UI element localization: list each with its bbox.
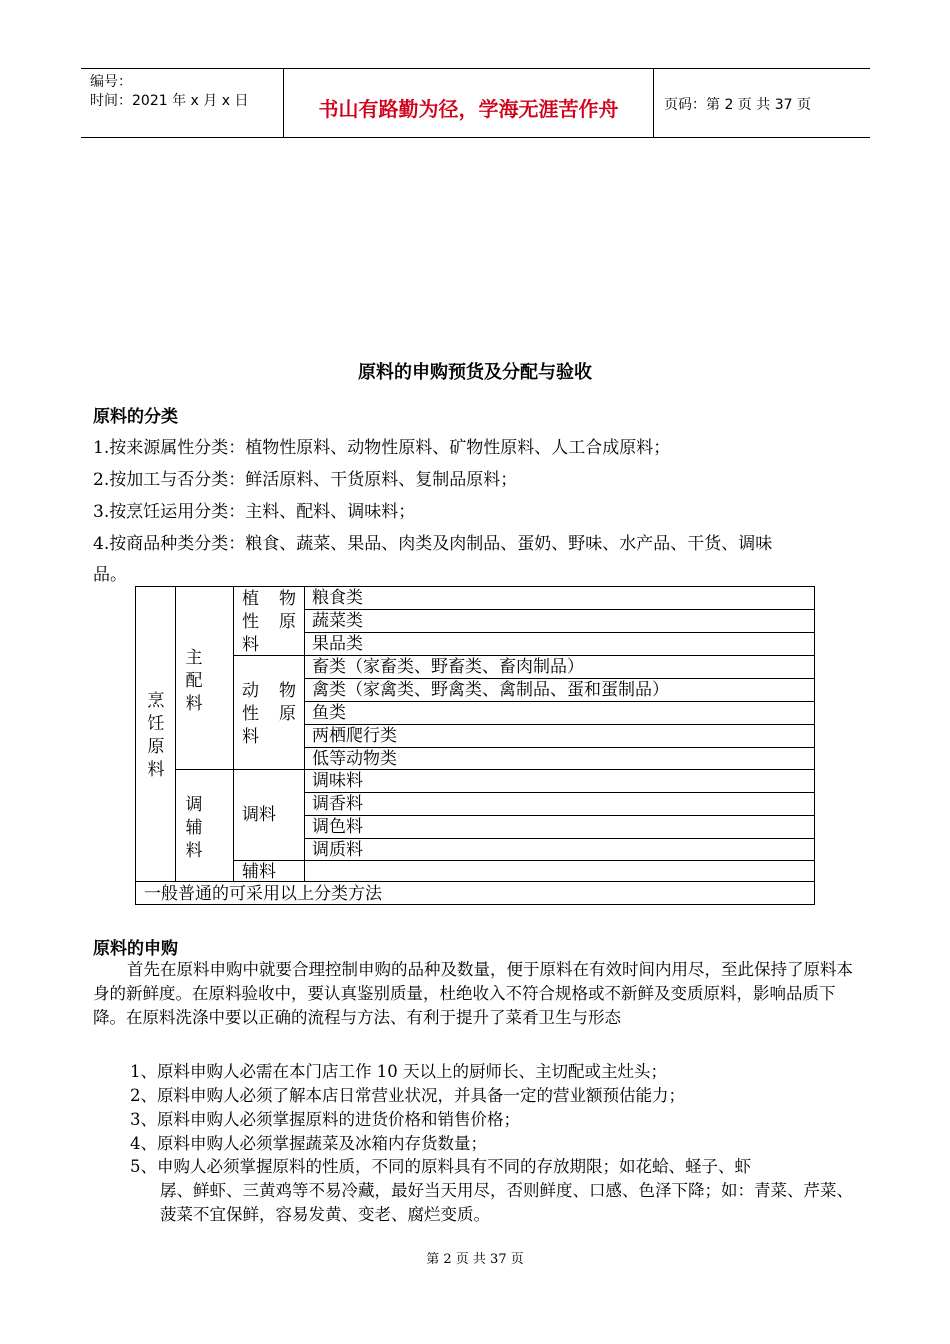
auxiliary-label: 辅料	[242, 862, 276, 882]
requirement-item: 3、原料申购人必须掌握原料的进货价格和销售价格；	[130, 1110, 520, 1129]
page-header	[81, 68, 870, 138]
table-item: 调香料	[312, 794, 363, 814]
purchasing-paragraph-text: 首先在原料申购中就要合理控制申购的品种及数量，便于原料在有效时间内用尽，至此保持了原料本身的新鲜度。在原料验收中，要认真鉴别质量，杜绝收入不符合规格或不新鲜及变质原料，影响品质下降。在原料洗涤中要以正确的流程与方法、有利于提升了菜肴卫生与形态	[93, 960, 853, 1027]
requirement-item: 2、原料申购人必须了解本店日常营业状况，并具备一定的营业额预估能力；	[130, 1086, 685, 1105]
requirement-item-5-continued: 孱、鲜虾、三黄鸡等不易冷藏，最好当天用尽，否则鲜度、口感、色泽下降；如：青菜、芹菜、菠菜不宜保鲜，容易发黄、变老、腐烂变质。	[160, 1181, 853, 1224]
table-item: 调味料	[312, 771, 363, 791]
table-note: 一般普通的可采用以上分类方法	[144, 884, 382, 904]
table-item: 两栖爬行类	[312, 726, 397, 746]
requirement-item: 1、原料申购人必需在本门店工作 10 天以上的厨师长、主切配或主灶头；	[130, 1062, 667, 1081]
classification-line: 4.按商品种类分类：粮食、蔬菜、果品、肉类及肉制品、蛋奶、野味、水产品、干货、调味	[93, 534, 773, 554]
table-item: 调色料	[312, 817, 363, 837]
requirement-item: 4、原料申购人必须掌握蔬菜及冰箱内存货数量；	[130, 1134, 487, 1153]
classification-line: 2.按加工与否分类：鲜活原料、干货原料、复制品原料；	[93, 470, 518, 490]
table-item: 果品类	[312, 634, 363, 654]
header-motto-box	[283, 69, 654, 137]
section-heading-classification: 原料的分类	[93, 407, 178, 427]
table-item: 蔬菜类	[312, 611, 363, 631]
number-label: 编号：	[90, 74, 132, 90]
motto: 书山有路勤为径，学海无涯苦作舟	[318, 97, 619, 121]
requirement-item-5-line1: 5、申购人必须掌握原料的性质，不同的原料具有不同的存放期限；如花蛤、蛏子、虾	[130, 1157, 751, 1176]
table-item: 禽类（家禽类、野禽类、禽制品、蛋和蛋制品）	[312, 680, 669, 700]
classification-line: 品。	[93, 565, 127, 585]
auxiliary-ingredients-label: 调辅料	[185, 795, 203, 861]
root-category-label: 烹饪原料	[147, 691, 165, 780]
animal-origin-label: 动 物 性 原 料	[242, 681, 296, 747]
classification-line: 3.按烹饪运用分类：主料、配料、调味料；	[93, 502, 416, 522]
date-label: 时间：2021 年 x 月 x 日	[90, 93, 249, 109]
table-item: 粮食类	[312, 588, 363, 608]
main-ingredients-label: 主配料	[185, 648, 203, 714]
purchasing-paragraph	[93, 958, 865, 1030]
table-item: 鱼类	[312, 703, 346, 723]
page-footer: 第 2 页 共 37 页	[426, 1252, 524, 1267]
table-item: 畜类（家畜类、野畜类、畜肉制品）	[312, 657, 584, 677]
page-info: 页码：第 2 页 共 37 页	[664, 97, 811, 113]
table-item: 低等动物类	[312, 749, 397, 769]
classification-line: 1.按来源属性分类：植物性原料、动物性原料、矿物性原料、人工合成原料；	[93, 438, 671, 458]
header-meta	[81, 69, 283, 137]
requirement-item-5	[130, 1155, 865, 1227]
document-title: 原料的申购预货及分配与验收	[358, 362, 592, 383]
section-heading-purchasing: 原料的申购	[93, 939, 178, 959]
seasoning-label: 调料	[242, 805, 276, 825]
plant-origin-label: 植 物 性 原 料	[242, 589, 296, 655]
table-item: 调质料	[312, 840, 363, 860]
classification-table	[135, 586, 815, 905]
